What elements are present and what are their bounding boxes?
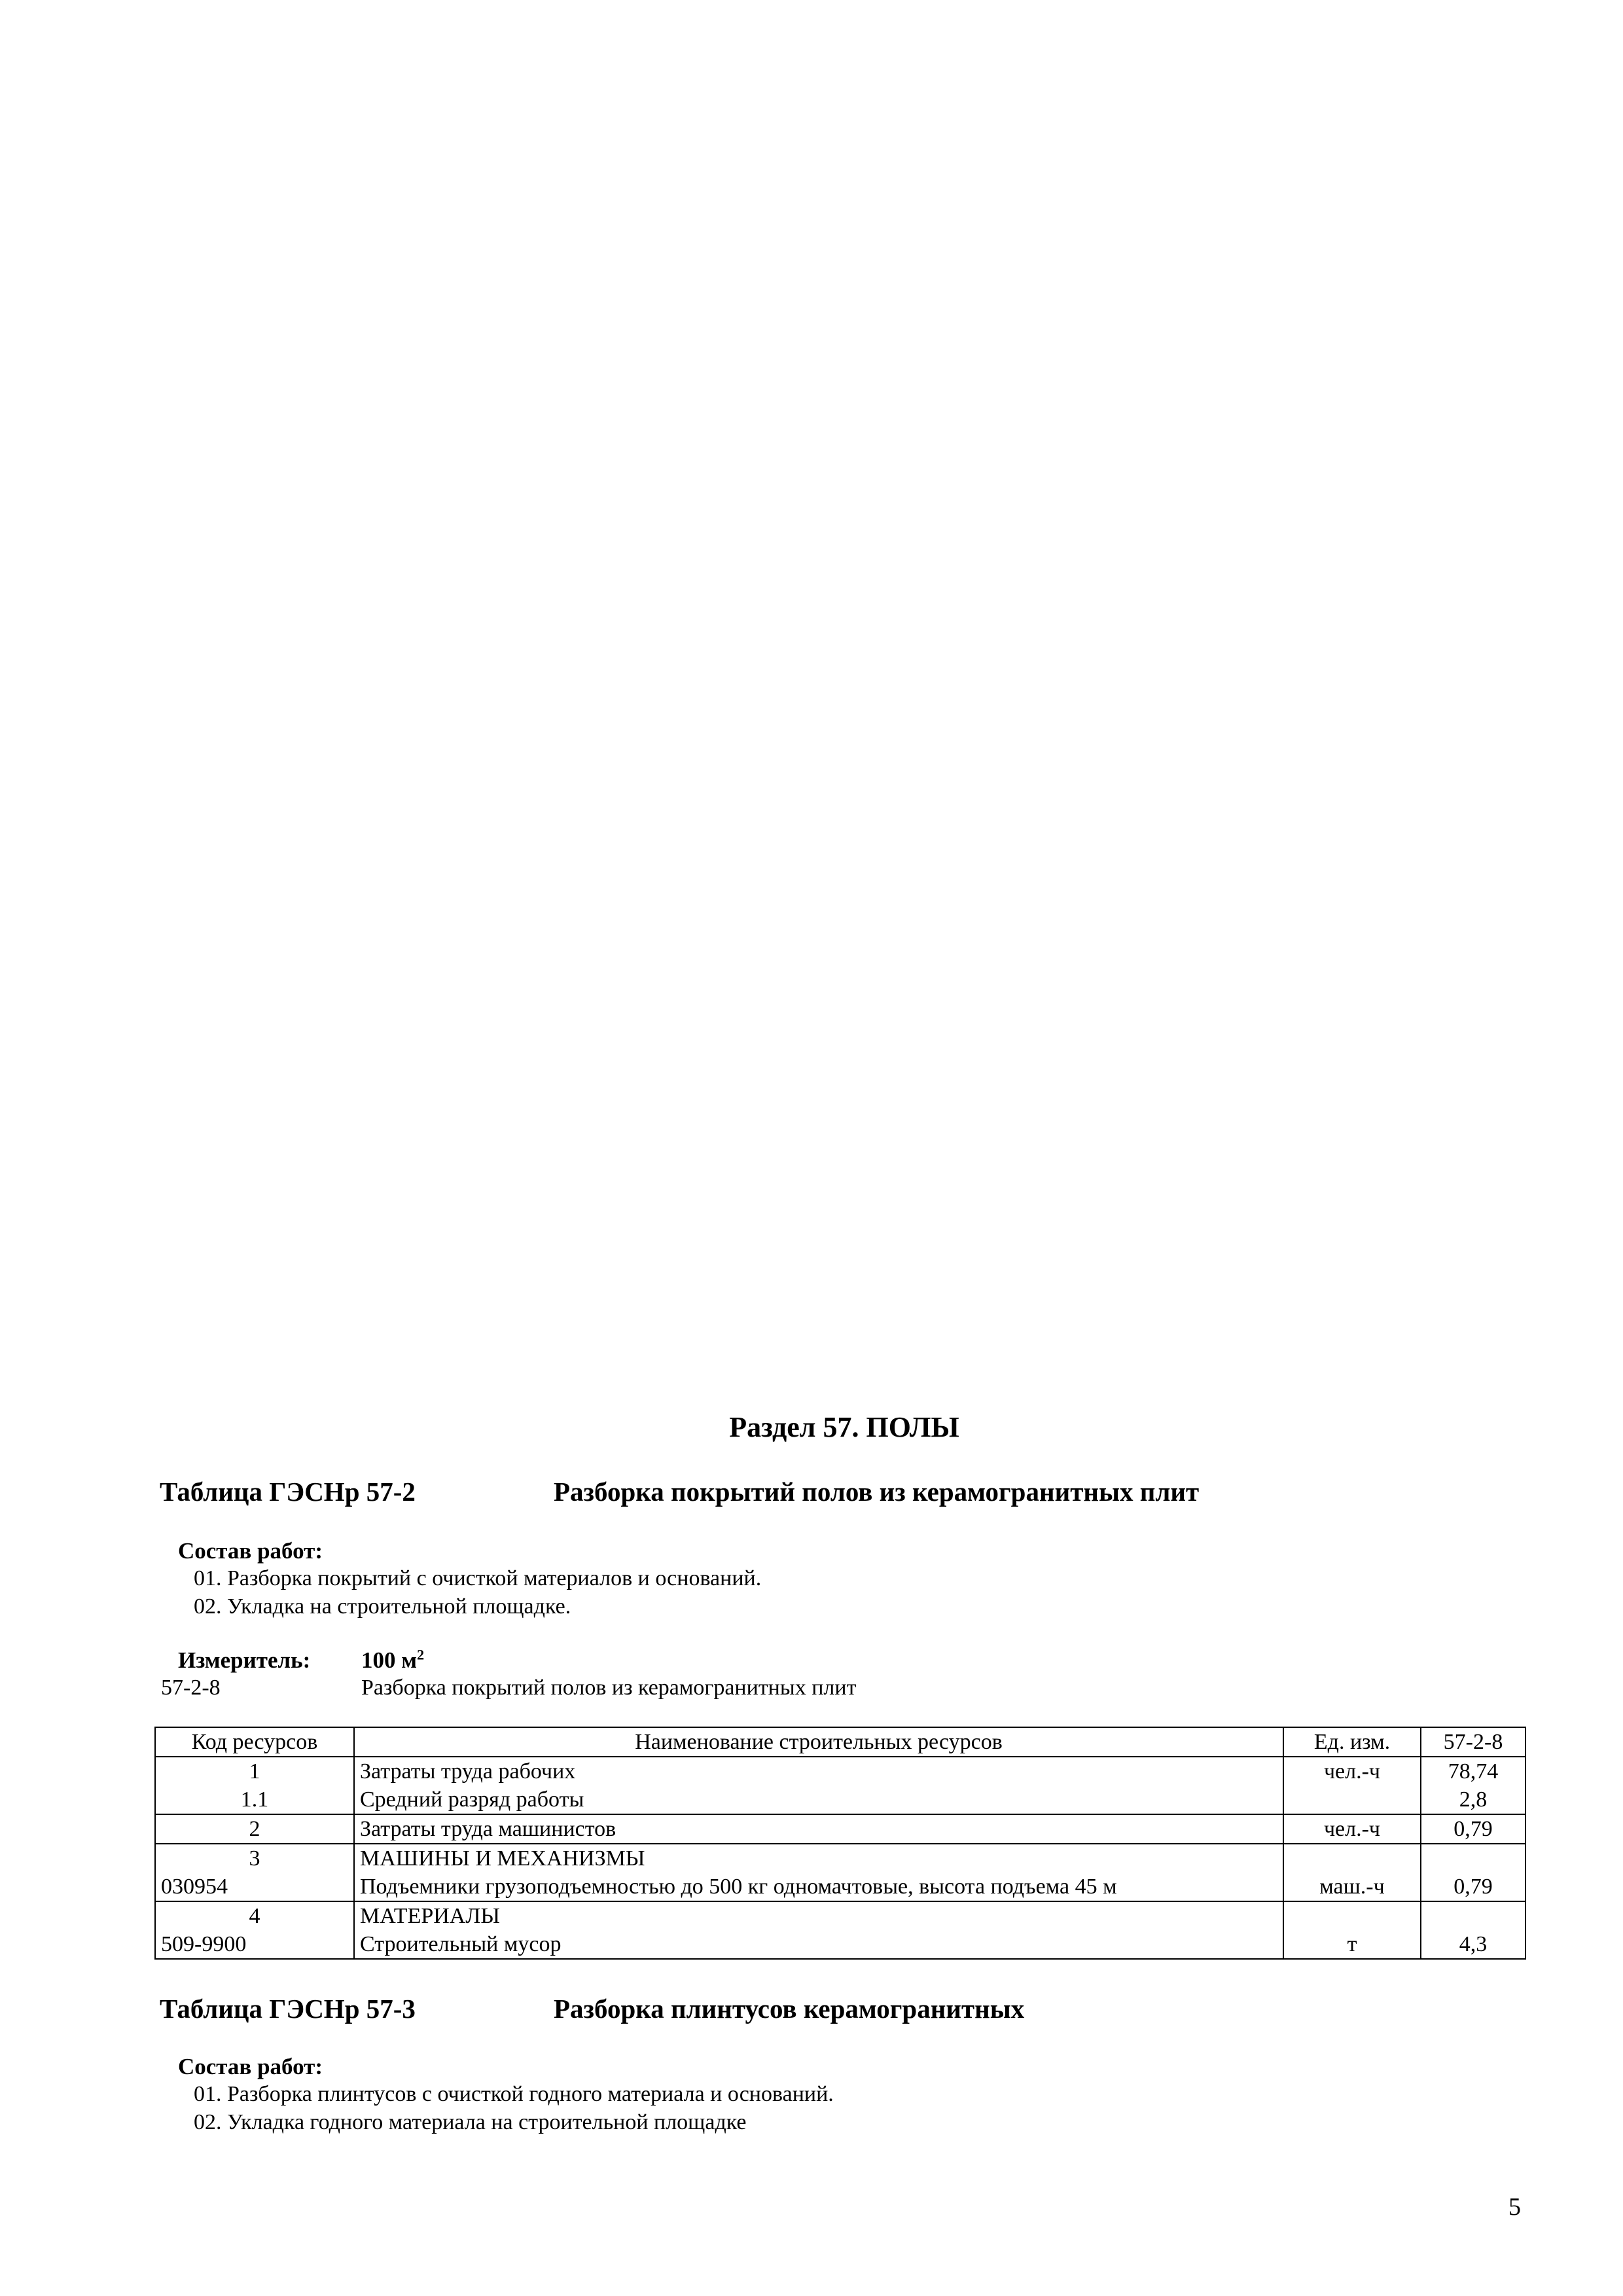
header-name: Наименование строительных ресурсов (354, 1727, 1283, 1757)
table-row (155, 1901, 1525, 1930)
row-name: Затраты труда рабочих (354, 1757, 1283, 1785)
row-name: Средний разряд работы (354, 1785, 1283, 1814)
page-number: 5 (1508, 2193, 1521, 2221)
table2-work-item-2: 02. Укладка годного материала на строительной площадке (194, 2110, 747, 2134)
row-unit (1283, 1901, 1421, 1930)
table-row (155, 1844, 1525, 1873)
row-name: Затраты труда машинистов (354, 1814, 1283, 1844)
header-unit: Ед. изм. (1283, 1727, 1421, 1757)
table-row (155, 1814, 1525, 1844)
row-value: 78,74 (1421, 1757, 1525, 1785)
row-value (1421, 1844, 1525, 1873)
table1-code: Таблица ГЭСНр 57-2 (160, 1477, 416, 1507)
row-value (1421, 1901, 1525, 1930)
table1-work-item-2: 02. Укладка на строительной площадке. (194, 1594, 571, 1619)
row-unit (1283, 1844, 1421, 1873)
table1-norm-code: 57-2-8 (161, 1676, 221, 1700)
resource-table (154, 1727, 1526, 1960)
table-row (155, 1757, 1525, 1785)
table2-code: Таблица ГЭСНр 57-3 (160, 1994, 416, 2024)
row-value: 0,79 (1421, 1814, 1525, 1844)
row-value: 0,79 (1421, 1873, 1525, 1901)
table1-work-label: Состав работ: (178, 1538, 323, 1564)
row-code: 3 (155, 1844, 354, 1873)
table1-title: Разборка покрытий полов из керамогранитных плит (554, 1477, 1200, 1507)
row-name: Подъемники грузоподъемностью до 500 кг одномачтовые, высота подъема 45 м (354, 1873, 1283, 1901)
table1-measure-label: Измеритель: (178, 1647, 311, 1673)
section-title: Раздел 57. ПОЛЫ (729, 1411, 959, 1443)
row-code: 4 (155, 1901, 354, 1930)
table-row (155, 1873, 1525, 1901)
table1-work-item-1: 01. Разборка покрытий с очисткой материалов и оснований. (194, 1566, 762, 1590)
row-code: 1 (155, 1757, 354, 1785)
row-unit: маш.-ч (1283, 1873, 1421, 1901)
row-unit: чел.-ч (1283, 1814, 1421, 1844)
row-name: Строительный мусор (354, 1930, 1283, 1959)
row-name: МАШИНЫ И МЕХАНИЗМЫ (354, 1844, 1283, 1873)
row-code: 2 (155, 1814, 354, 1844)
row-code: 509-9900 (155, 1930, 354, 1959)
row-value: 4,3 (1421, 1930, 1525, 1959)
header-code: Код ресурсов (155, 1727, 354, 1757)
table1-norm-name: Разборка покрытий полов из керамогранитных плит (361, 1676, 857, 1700)
table1-measure-value: 100 $м^2$ (361, 1646, 425, 1673)
header-value: 57-2-8 (1421, 1727, 1525, 1757)
row-unit: т (1283, 1930, 1421, 1959)
row-code: 030954 (155, 1873, 354, 1901)
row-code: 1.1 (155, 1785, 354, 1814)
table-row (155, 1785, 1525, 1814)
table2-work-item-1: 01. Разборка плинтусов с очисткой годного материала и оснований. (194, 2082, 834, 2106)
row-unit (1283, 1785, 1421, 1814)
row-value: 2,8 (1421, 1785, 1525, 1814)
table-row (155, 1930, 1525, 1959)
row-name: МАТЕРИАЛЫ (354, 1901, 1283, 1930)
table2-title: Разборка плинтусов керамогранитных (554, 1994, 1025, 2024)
table2-work-label: Состав работ: (178, 2054, 323, 2079)
resource-table-header (155, 1727, 1525, 1757)
row-unit: чел.-ч (1283, 1757, 1421, 1785)
